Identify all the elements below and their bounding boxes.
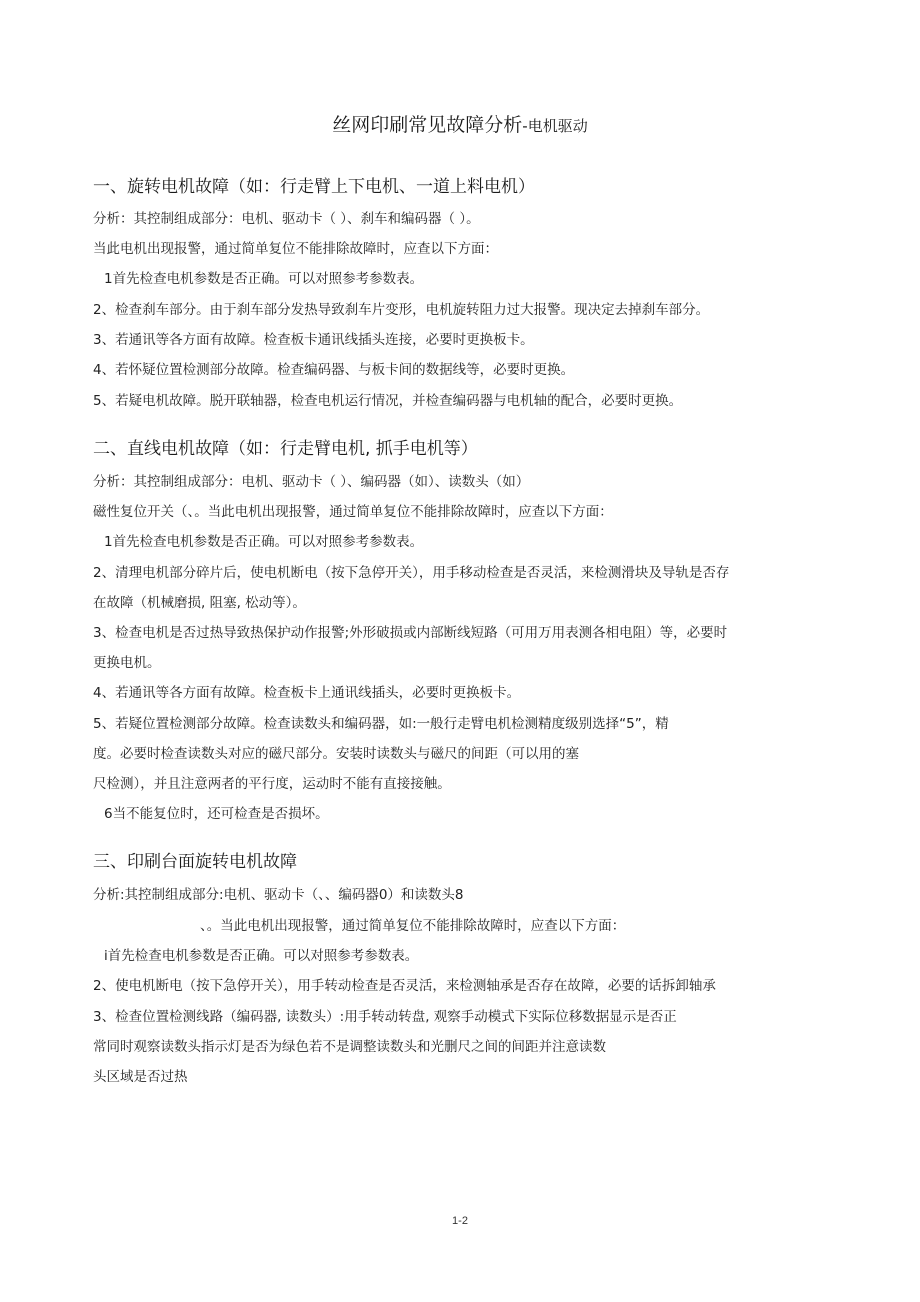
section-3-line: 分析:其控制组成部分:电机、驱动卡（、、编码器0）和读数头8 [93, 887, 464, 903]
section-1-line: 5、若疑电机故障。脱开联轴器，检查电机运行情况，并检查编码器与电机轴的配合，必要时更换。 [93, 393, 683, 409]
section-3-line: i首先检查电机参数是否正确。可以对照参考参数表。 [104, 948, 419, 964]
section-2-line: 4、若通讯等各方面有故障。检查板卡上通讯线插头，必要时更换板卡。 [93, 685, 521, 701]
section-3-line: 、。当此电机出现报警，通过简单复位不能排除故障时，应查以下方面： [200, 918, 626, 934]
title-main: 丝网印刷常见故障分析 [332, 114, 523, 136]
section-3-line: 2、使电机断电（按下急停开关），用手转动检查是否灵活，来检测轴承是否存在故障，必要的话拆卸轴承 [93, 978, 716, 994]
section-1-line: 当此电机出现报警，通过简单复位不能排除故障时，应查以下方面： [93, 241, 498, 257]
section-2-line: 更换电机。 [93, 655, 161, 671]
title-suffix: -电机驱动 [522, 117, 588, 135]
section-3-heading: 三、印刷台面旋转电机故障 [93, 852, 297, 872]
section-3-line: 3、检查位置检测线路（编码器, 读数头）:用手转动转盘, 观察手动模式下实际位移数据显示是否正 [93, 1009, 677, 1025]
section-2-line: 分析：其控制组成部分：电机、驱动卡（ ）、编码器（如）、读数头（如） [93, 474, 530, 490]
section-2-heading: 二、直线电机故障（如：行走臂电机, 抓手电机等） [93, 439, 478, 459]
section-2-line: 磁性复位开关（、。当此电机出现报警，通过简单复位不能排除故障时，应查以下方面： [93, 504, 613, 520]
section-2-line: 6当不能复位时，还可检查是否损坏。 [104, 806, 329, 822]
section-1-line: 分析：其控制组成部分：电机、驱动卡（ ）、刹车和编码器（ ）。 [93, 211, 480, 227]
section-1-line: 3、若通讯等各方面有故障。检查板卡通讯线插头连接，必要时更换板卡。 [93, 332, 534, 348]
section-2-line: 在故障（机械磨损, 阻塞, 松动等）。 [93, 595, 306, 611]
page-number: 1-2 [452, 1215, 468, 1227]
section-2-line: 度。必要时检查读数头对应的磁尺部分。安装时读数头与磁尺的间距（可以用的塞 [93, 746, 579, 762]
section-2-line: 尺检测），并且注意两者的平行度，运动时不能有直接接触。 [93, 776, 451, 792]
section-3-line: 头区域是否过热 [93, 1069, 188, 1085]
section-2-line: 2、清理电机部分碎片后，使电机断电（按下急停开关），用手移动检查是否灵活，来检测滑块及导轨是否存 [93, 565, 730, 581]
section-2-line: 3、检查电机是否过热导致热保护动作报警;外形破损或内部断线短路（可用万用表测各相电阻）等，必要时 [93, 625, 728, 641]
section-2-line: 5、若疑位置检测部分故障。检查读数头和编码器，如:一般行走臂电机检测精度级别选择“5”，精 [93, 716, 669, 732]
section-3-line: 常同时观察读数头指示灯是否为绿色若不是调整读数头和光删尺之间的间距并注意读数 [93, 1039, 606, 1055]
section-1-line: 1首先检查电机参数是否正确。可以对照参考参数表。 [104, 271, 424, 287]
section-1-heading: 一、旋转电机故障（如：行走臂上下电机、一道上料电机） [93, 177, 535, 197]
section-1-line: 4、若怀疑位置检测部分故障。检查编码器、与板卡间的数据线等，必要时更换。 [93, 362, 575, 378]
section-1-line: 2、检查刹车部分。由于刹车部分发热导致刹车片变形，电机旋转阻力过大报警。现决定去掉刹车部分。 [93, 302, 710, 318]
section-2-line: 1首先检查电机参数是否正确。可以对照参考参数表。 [104, 534, 424, 550]
page-title [0, 112, 920, 139]
